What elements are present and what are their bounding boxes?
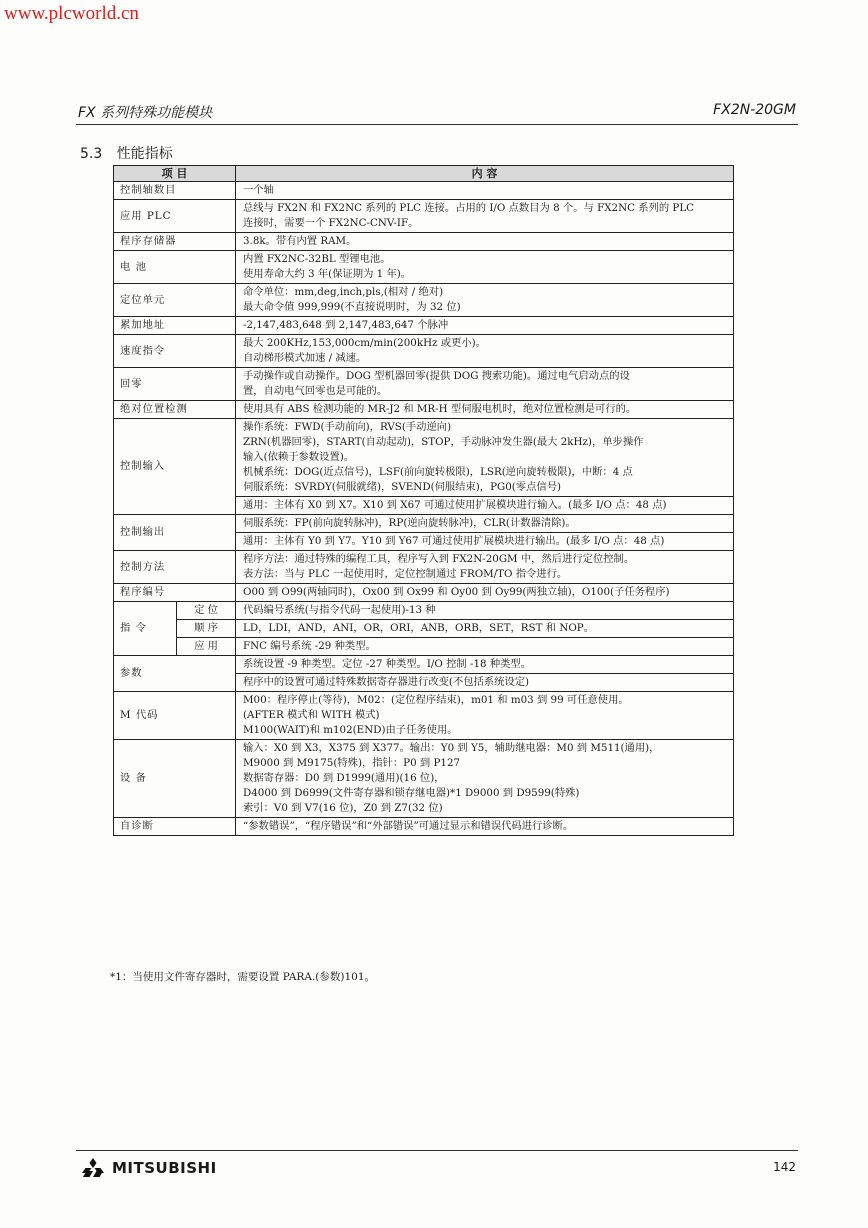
spec-table [113, 165, 734, 836]
row-content: M00：程序停止(等待)，M02：(定位程序结束)，m01 和 m03 到 99 可任意使用。 (AFTER 模式和 WITH 模式) M100(WAIT)和 m102(END)由子任务使用。 [236, 692, 734, 740]
row-label: 回零 [114, 368, 236, 401]
table-row [114, 284, 734, 317]
row-content: 通用：主体有 X0 到 X7。X10 到 X67 可通过使用扩展模块进行输入。(最多 I/O 点：48 点) [236, 497, 734, 515]
row-content: O00 到 O99(两轴同时)，Ox00 到 Ox99 和 Oy00 到 Oy99(两独立轴)，O100(子任务程序) [236, 584, 734, 602]
table-row [114, 335, 734, 368]
table-row [114, 638, 734, 656]
row-label: 控制轴数目 [114, 182, 236, 200]
row-label: M 代码 [114, 692, 236, 740]
table-row [114, 818, 734, 836]
row-content: 输入：X0 到 X3，X375 到 X377。输出：Y0 到 Y5，辅助继电器：M0 到 M511(通用)， M9000 到 M9175(特殊)，指针：P0 到 P127 数据寄存器：D0 到 D1999(通用)(16 位)， D4000 到 D6999(文件寄存器和锁存继电器)*1 D9000 到 D9599(特殊) 索引：V0 到 V7(16 位)，Z0 到 Z7(32 位) [236, 740, 734, 818]
table-row [114, 602, 734, 620]
table-row [114, 251, 734, 284]
row-label: 自诊断 [114, 818, 236, 836]
row-content: 内置 FX2NC-32BL 型锂电池。 使用寿命大约 3 年(保证期为 1 年)。 [236, 251, 734, 284]
row-content: 程序中的设置可通过特殊数据寄存器进行改变(不包括系统设定) [236, 674, 734, 692]
row-label: 应用 PLC [114, 200, 236, 233]
row-label: 绝对位置检测 [114, 401, 236, 419]
row-content: 系统设置 -9 种类型。定位 -27 种类型。I/O 控制 -18 种类型。 [236, 656, 734, 674]
table-row [114, 401, 734, 419]
row-sublabel: 定 位 [177, 602, 236, 620]
table-row [114, 551, 734, 584]
row-content: 伺服系统：FP(前向旋转脉冲)，RP(逆向旋转脉冲)，CLR(计数器清除)。 [236, 515, 734, 533]
row-content: 程序方法：通过特殊的编程工具，程序写入到 FX2N-20GM 中，然后进行定位控制。 表方法：当与 PLC 一起使用时，定位控制通过 FROM/TO 指令进行。 [236, 551, 734, 584]
header-series-title: FX 系列特殊功能模块 [78, 105, 213, 121]
row-label: 控制输入 [114, 419, 236, 515]
table-row [114, 515, 734, 533]
row-content: -2,147,483,648 到 2,147,483,647 个脉冲 [236, 317, 734, 335]
row-content: FNC 编号系统 -29 种类型。 [236, 638, 734, 656]
table-row [114, 368, 734, 401]
row-content: “参数错误”，“程序错误”和“外部错误”可通过显示和错误代码进行诊断。 [236, 818, 734, 836]
row-content: 总线与 FX2N 和 FX2NC 系列的 PLC 连接。占用的 I/O 点数目为 8 个。与 FX2NC 系列的 PLC 连接时，需要一个 FX2NC-CNV-IF。 [236, 200, 734, 233]
row-content: 一个轴 [236, 182, 734, 200]
row-label: 电 池 [114, 251, 236, 284]
row-sublabel: 顺 序 [177, 620, 236, 638]
footnote: *1：当使用文件寄存器时，需要设置 PARA.(参数)101。 [110, 971, 376, 983]
row-label: 程序存储器 [114, 233, 236, 251]
table-row [114, 419, 734, 497]
row-sublabel: 应 用 [177, 638, 236, 656]
table-row [114, 182, 734, 200]
table-row [114, 620, 734, 638]
footer-rule [76, 1150, 798, 1151]
table-header-row [114, 166, 734, 182]
row-label: 控制方法 [114, 551, 236, 584]
row-label: 速度指令 [114, 335, 236, 368]
row-content: 操作系统：FWD(手动前向)，RVS(手动逆向) ZRN(机器回零)，START(自动起动)，STOP，手动脉冲发生器(最大 2kHz)，单步操作 输入(依赖于参数设置)。 机械系统：DOG(近点信号)，LSF(前向旋转极限)，LSR(逆向旋转极限)，中断：4 点 伺服系统：SVRDY(伺服就绪)，SVEND(伺服结束)，PG0(零点信号) [236, 419, 734, 497]
row-content: 手动操作或自动操作。DOG 型机器回零(提供 DOG 搜索功能)。通过电气启动点的设 置，自动电气回零也是可能的。 [236, 368, 734, 401]
table-row [114, 692, 734, 740]
row-content: 通用：主体有 Y0 到 Y7。Y10 到 Y67 可通过使用扩展模块进行输出。(最多 I/O 点：48 点) [236, 533, 734, 551]
row-label: 指 令 [114, 602, 177, 656]
brand-name: MITSUBISHI [112, 1159, 217, 1177]
row-label: 控制输出 [114, 515, 236, 551]
table-row [114, 233, 734, 251]
row-label: 参数 [114, 656, 236, 692]
mitsubishi-logo [80, 1158, 217, 1178]
row-label: 程序编号 [114, 584, 236, 602]
row-content: LD，LDI，AND，ANI，OR，ORI，ANB，ORB，SET，RST 和 NOP。 [236, 620, 734, 638]
row-content: 代码编号系统(与指令代码一起使用)-13 种 [236, 602, 734, 620]
row-content: 使用具有 ABS 检测功能的 MR-J2 和 MR-H 型伺服电机时，绝对位置检测是可行的。 [236, 401, 734, 419]
row-label: 设 备 [114, 740, 236, 818]
header-rule [76, 124, 798, 125]
row-content: 命令单位：mm,deg,inch,pls,(相对 / 绝对) 最大命令值 999,999(不直接说明时，为 32 位) [236, 284, 734, 317]
section-title: 性能指标 [116, 146, 173, 162]
three-diamonds-icon [80, 1158, 106, 1178]
table-row [114, 200, 734, 233]
header-model: FX2N-20GM [713, 102, 796, 118]
row-label: 累加地址 [114, 317, 236, 335]
header-item: 项 目 [114, 166, 236, 182]
row-content: 最大 200KHz,153,000cm/min(200kHz 或更小)。 自动梯形模式加速 / 减速。 [236, 335, 734, 368]
page-number: 142 [773, 1160, 796, 1174]
table-row [114, 656, 734, 674]
row-content: 3.8k。带有内置 RAM。 [236, 233, 734, 251]
table-row [114, 584, 734, 602]
table-row [114, 740, 734, 818]
table-row [114, 317, 734, 335]
section-heading [80, 143, 173, 163]
section-number: 5.3 [80, 146, 103, 162]
watermark-url[interactable]: www.plcworld.cn [4, 3, 139, 24]
row-label: 定位单元 [114, 284, 236, 317]
header-content: 内 容 [236, 166, 734, 182]
